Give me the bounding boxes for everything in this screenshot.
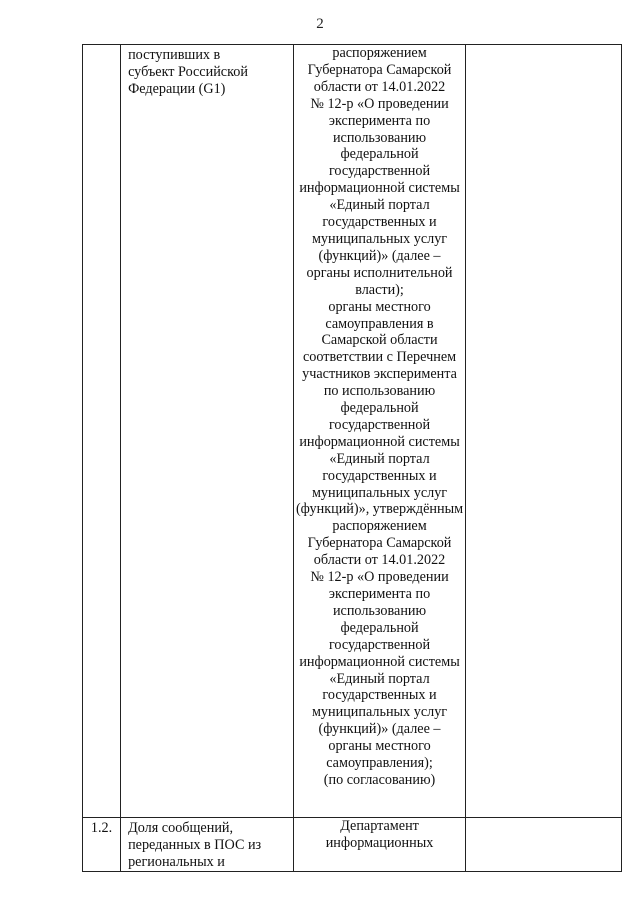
- text-line: самоуправления в: [325, 315, 434, 332]
- text-line: субъект Российской: [128, 63, 248, 80]
- extra-cell: [465, 45, 621, 818]
- responsible-cell: [294, 818, 465, 872]
- page-number: 2: [316, 16, 324, 32]
- text-line: распоряжением: [332, 45, 427, 61]
- text-line: федеральной: [340, 619, 419, 636]
- text-line: «Единый портал: [329, 197, 430, 214]
- text-line: (по согласованию): [323, 771, 436, 788]
- text-line: использованию: [332, 602, 427, 619]
- text-line: самоуправления);: [326, 755, 433, 772]
- text-line: поступивших в: [128, 47, 221, 63]
- text-line: «Единый портал: [329, 450, 430, 467]
- text-line: государственных и: [322, 214, 437, 231]
- text-line: информационной системы: [299, 180, 460, 197]
- table-row: [83, 818, 622, 872]
- text-line: участников эксперимента: [302, 366, 457, 383]
- text-line: органы местного: [328, 298, 431, 315]
- text-line: соответствии с Перечнем: [302, 349, 457, 366]
- text-line: № 12-р «О проведении: [310, 569, 449, 586]
- text-line: эксперимента по: [328, 112, 431, 129]
- text-line: использованию: [332, 129, 427, 146]
- text-line: государственных и: [322, 687, 437, 704]
- row-number-cell: [83, 45, 121, 818]
- text-line: Губернатора Самарской: [307, 535, 452, 552]
- text-line: информационной системы: [299, 653, 460, 670]
- row-number: 1.2.: [90, 820, 113, 836]
- text-line: Самарской области: [321, 332, 438, 349]
- extra-cell: [465, 818, 621, 872]
- text-line: информационных: [325, 834, 434, 851]
- text-line: № 12-р «О проведении: [310, 95, 449, 112]
- text-line: органы местного: [328, 738, 431, 755]
- text-line: муниципальных услуг: [311, 704, 448, 721]
- indicator-cell: [121, 818, 294, 872]
- text-line: по использованию: [323, 383, 436, 400]
- text-line: области от 14.01.2022: [313, 78, 446, 95]
- text-line: Губернатора Самарской: [307, 61, 452, 78]
- text-line: (функций)» (далее –: [318, 247, 441, 264]
- text-line: области от 14.01.2022: [313, 552, 446, 569]
- text-line: органы исполнительной: [306, 264, 453, 281]
- row-number-cell: [83, 818, 121, 872]
- text-line: (функций)», утверждённым: [295, 501, 464, 518]
- text-line: распоряжением: [332, 518, 427, 535]
- text-line: Доля сообщений,: [128, 820, 234, 836]
- text-line: государственной: [328, 163, 431, 180]
- text-line: государственной: [328, 416, 431, 433]
- text-line: региональных и: [128, 853, 225, 870]
- text-line: эксперимента по: [328, 586, 431, 602]
- text-line: муниципальных услуг: [311, 230, 448, 247]
- text-line: «Единый портал: [329, 670, 430, 687]
- text-line: Федерации (G1): [128, 80, 226, 97]
- text-line: муниципальных услуг: [311, 484, 448, 501]
- text-line: федеральной: [340, 146, 419, 163]
- text-line: власти);: [355, 281, 404, 298]
- responsible-cell: [294, 45, 465, 818]
- indicator-cell: [121, 45, 294, 818]
- text-line: государственной: [328, 636, 431, 653]
- text-line: федеральной: [340, 400, 419, 417]
- text-line: Департамент: [340, 818, 419, 834]
- text-line: государственных и: [322, 467, 437, 484]
- table-row: [83, 45, 622, 818]
- text-line: переданных в ПОС из: [128, 836, 262, 853]
- plan-table: [82, 44, 622, 872]
- text-line: (функций)» (далее –: [318, 721, 441, 738]
- text-line: информационной системы: [299, 433, 460, 450]
